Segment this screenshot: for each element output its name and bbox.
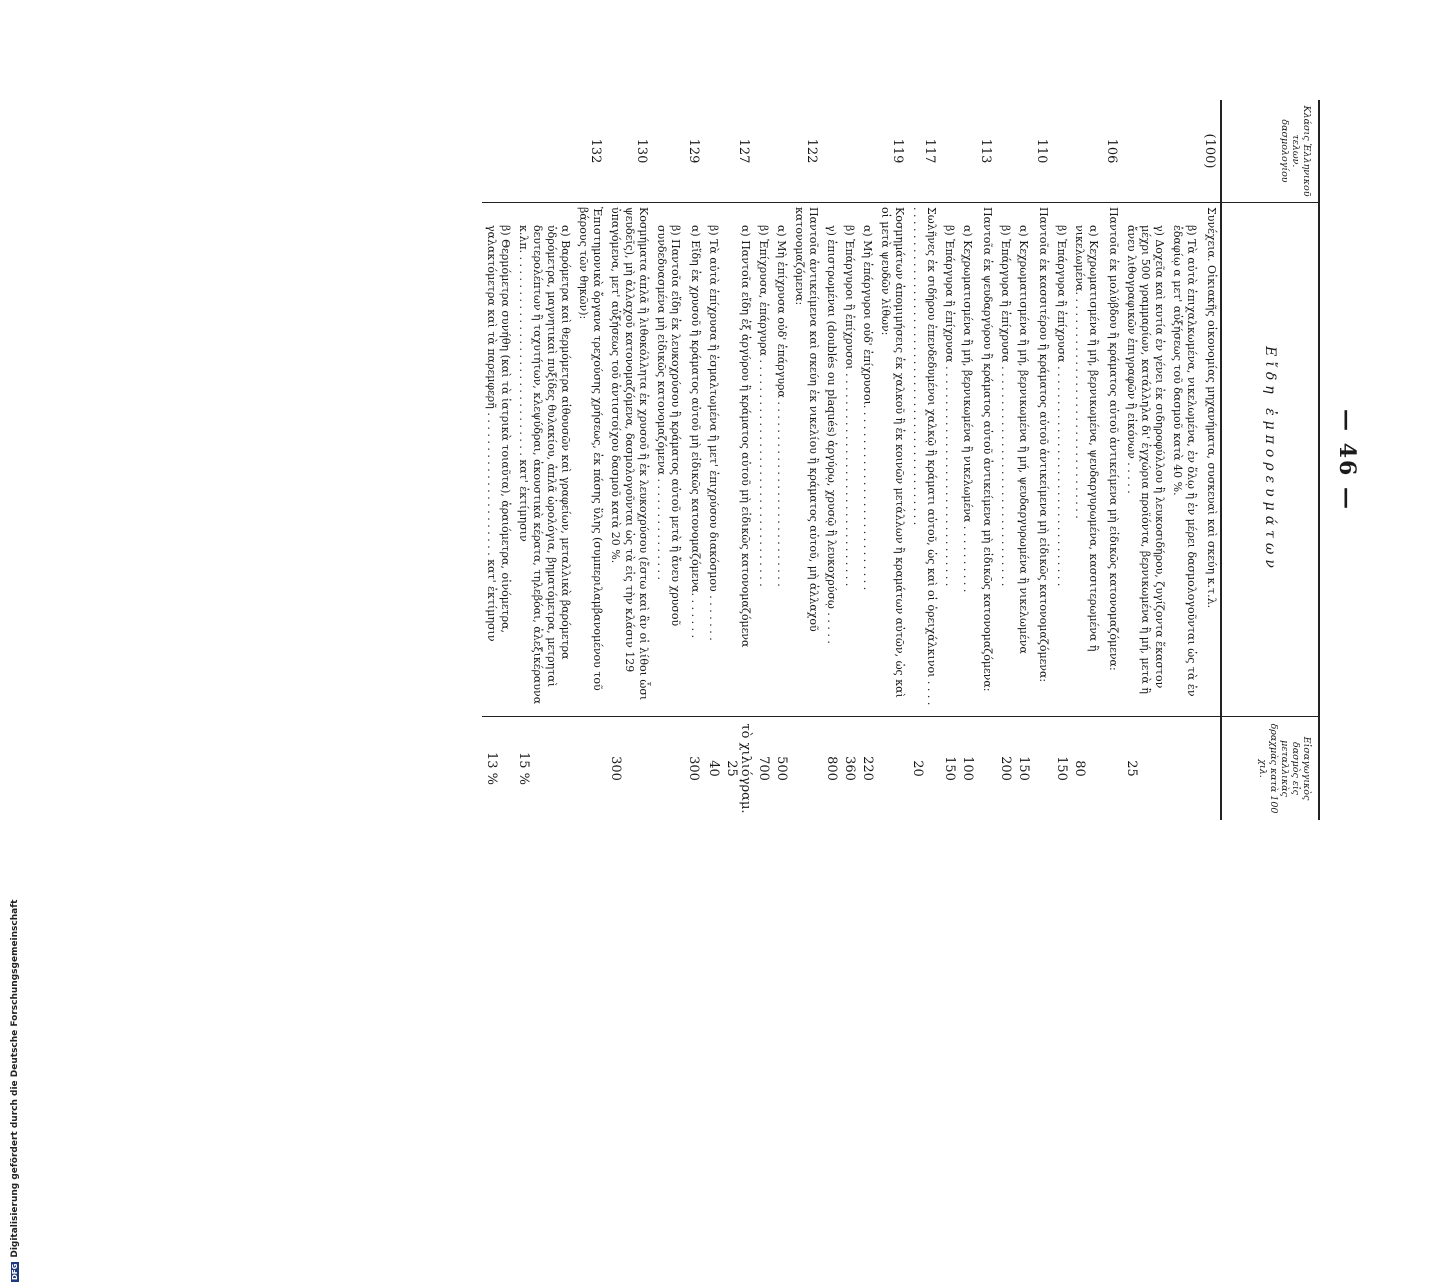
duty-value [790,717,822,821]
class-column-header: Κλάσις Ἑλληνικοῦ τελων. δασμολογίου [1221,100,1319,203]
item-description: α) Βαρόμετρα καὶ θερμόμετρα αἰθουσῶν καὶ γραφείων, μεταλλικὰ βαρόμετρα ὑδρόμετρα, μαγνητικαὶ πυξίδες θυλακίου, ἁπλᾶ ὡρολόγια, βηματόμετρα, μετρηταὶ δευτερολέπτων ἢ ταχυτήτων, κλεψύδραι, ἀκουστικὰ κέρατα, τηλεβόαι, ἀλεξικέραυνα κ.λπ. . . . . . . . . . . . . . . . . . . . . . . . . . . . . . κατ' ἐκτίμησιν [514,203,574,717]
class-number [1168,100,1200,203]
class-number: 130 [606,100,652,203]
class-number: 127 [722,100,754,203]
item-description: α) Κεχρωματισμένα ἢ μή, βερνικωμένα ἢ μή, ψευδαργυρωμένα ἢ νικελωμένα [1014,203,1032,717]
table-row [1168,100,1200,820]
item-description: γ) ἐπιστρωμέναι (doublés ou plaqués) ἀργύρῳ, χρυσῷ ἢ λευκοχρύσῳ . . . . . [822,203,840,717]
duty-value [1200,717,1221,821]
item-description: β) Παντοῖα εἴδη ἐκ λευκοχρύσου ἢ κράματος αὐτοῦ μετὰ ἢ ἄνευ χρυσοῦ συνδεδυασμένα μὴ εἰδικῶς κατονομαζόμενα . . . . . . . . . . . . . . . [652,203,684,717]
duty-value: 100 [960,756,975,781]
table-header-row [1221,100,1319,820]
table-row [976,100,996,820]
item-description: β) Ἐπάργυρα ἢ ἐπίχρυσα . . . . . . . . . . . . . . . . . . . . . . . . . . . . . . . . [996,203,1014,717]
item-description: β) Ἐπάργυροι ἢ ἐπίχρυσοι . . . . . . . . . . . . . . . . . . . . . . . . . . . . . . . [840,203,858,717]
item-description: Ἐπιστημονικὰ ὄργανα τρεχούσης χρήσεως, ἐκ πάσης ὕλης (συμπεριλαμβανομένου τοῦ βάρους τῶν θηκῶν): [574,203,606,717]
page-number: — 46 — [1334,409,1360,511]
class-number: 132 [574,100,606,203]
item-description: Παντοῖα ἐκ κασσιτέρου ἢ κράματος αὐτοῦ ἀντικείμενα μὴ εἰδικῶς κατονομαζόμενα: [1032,203,1052,717]
item-description: Σωλῆνες ἐκ σιδήρου ἐπενδεδυμένοι χαλκῷ ἢ κράματι αὐτοῦ, ὡς καὶ οἱ ὀρειχάλκινοι . . . . . . . . . . . . . . . . . . . . . . . . . . . . . . . . . . . . . . . . . . . . . . . . . . [908,203,940,717]
item-description: β) Τὰ αὐτὰ ἐπιχαλκωμένα, νικελωμένα, ἐν ὅλῳ ἢ ἐν μέρει δασμολογοῦνται ὡς τὰ ἐν ἐδαφίῳ α μετ' αὐξήσεως τοῦ δασμοῦ κατὰ 40 %. [1168,203,1200,717]
duty-value: 300 [608,756,623,781]
duty-value: 300 [686,756,701,781]
duty-value: τὸ χιλιόγραμ. 25 [724,723,753,814]
duty-value [652,717,684,821]
duty-value: 150 [942,756,957,781]
item-description: Συνέχεια. Οἰκιακῆς οἰκονομίας μηχανήματα, συσκευαὶ καὶ σκεύη κ.τ.λ. [1200,203,1221,717]
class-number [704,100,722,203]
class-number [996,100,1014,203]
class-number: (100) [1200,100,1221,203]
duty-value: 360 [842,756,857,781]
table-row [704,100,722,820]
class-number [772,100,790,203]
tariff-table [482,100,1320,820]
duty-value [574,717,606,821]
duty-value [876,717,908,821]
duty-value [1032,717,1052,821]
table-row [996,100,1014,820]
duty-value [1102,717,1122,821]
item-description: Παντοῖα ἐκ μολύβδου ἢ κράματος αὐτοῦ ἀντικείμενα μὴ εἰδικῶς κατονομαζόμενα: [1102,203,1122,717]
class-number [1122,100,1168,203]
table-row [754,100,772,820]
item-description: α) Μὴ ἐπάργυροι οὐδ' ἐπίχρυσοι. . . . . . . . . . . . . . . . . . . . . . . . . . . [858,203,876,717]
table-row [514,100,574,820]
item-description: Κοσμήματα ἁπλᾶ ἢ λιθοκόλλητα ἐκ χρυσοῦ ἢ ἐκ λευκοχρύσου (ἔστω καὶ ἂν οἱ λίθοι ὦσι ψευδεῖς), μὴ ἀλλαχοῦ κατονομαζόμενα, δασμολογοῦνται ὡς τὰ εἰς τὴν κλάσιν 129 ὑπαγόμενα, μετ' αὐξήσεως τοῦ ἀντιστοίχου δασμοῦ κατὰ 20 %. [606,203,652,717]
class-number [840,100,858,203]
table-row [1070,100,1102,820]
duty-value: 13 % [484,751,499,786]
rotated-document-page [140,100,1360,820]
class-number [754,100,772,203]
duty-value: 80 [1072,760,1087,777]
table-row [722,100,754,820]
item-description: α) Μὴ ἐπίχρυσα οὐδ' ἐπάργυρα . . . . . . . . . . . . . . . . . . . . . . . . . . . [772,203,790,717]
class-number: 122 [790,100,822,203]
class-number: 119 [876,100,908,203]
class-number [958,100,976,203]
table-row [876,100,908,820]
table-row [840,100,858,820]
table-row [772,100,790,820]
duty-value [1168,717,1200,821]
table-row [958,100,976,820]
item-description: α) Παντοῖα εἴδη ἐξ ἀργύρου ἢ κράματος αὐτοῦ μὴ εἰδικῶς κατονομαζόμενα [722,203,754,717]
table-row [684,100,704,820]
class-number [1052,100,1070,203]
table-row [822,100,840,820]
table-row [606,100,652,820]
duty-value: 200 [998,756,1013,781]
class-number [514,100,574,203]
duty-value: 150 [1054,756,1069,781]
table-row [1200,100,1221,820]
duty-value [976,717,996,821]
table-row [1014,100,1032,820]
class-number [940,100,958,203]
duty-value: 150 [1016,756,1031,781]
item-description: β) Ἐπάργυρα ἢ ἐπίχρυσα . . . . . . . . . . . . . . . . . . . . . . . . . . . . . . . . [1052,203,1070,717]
item-description: β) Ἐπάργυρα ἢ ἐπίχρυσα . . . . . . . . . . . . . . . . . . . . . . . . . . . . . . . . [940,203,958,717]
class-number: 117 [908,100,940,203]
item-description: Παντοῖα ἀντικείμενα καὶ σκεύη ἐκ νικελίου ἢ κράματος αὐτοῦ, μὴ ἀλλαχοῦ κατονομαζόμενα: [790,203,822,717]
table-row [1122,100,1168,820]
table-row [1032,100,1052,820]
description-column-header: Εἴδη ἐμπορευμάτων [1221,203,1319,717]
duty-value: 800 [824,756,839,781]
item-description: β) Θερμόμετρα συνήθη (καὶ τὰ ἰατρικὰ τοιαῦτα), ἀραιόμετρα, οἰνόμετρα, γαλακτόμετρα καὶ τὰ παρεμφερῆ . . . . . . . . . . . . . . . . . . . . . κατ' ἐκτίμησιν [482,203,514,717]
footer-text: Digitalisierung gefördert durch die Deutsche Forschungsgemeinschaft [10,899,20,1258]
duty-value: 40 [706,760,721,777]
item-description: α) Κεχρωματισμένα ἢ μή, βερνικωμένα ἢ νικελωμένα . . . . . . . . . . [958,203,976,717]
item-description: α) Εἴδη ἐκ χρυσοῦ ἢ κράματος αὐτοῦ μὴ εἰδικῶς κατονομαζόμενα. . . . . . . [684,203,704,717]
table-row [1052,100,1070,820]
class-number [858,100,876,203]
table-row [908,100,940,820]
class-number: 129 [684,100,704,203]
class-number [482,100,514,203]
table-body [482,100,1221,820]
class-number: 106 [1102,100,1122,203]
item-description: Παντοῖα ἐκ ψευδαργύρου ἢ κράματος αὐτοῦ ἀντικείμενα μὴ εἰδικῶς κατονομαζόμενα: [976,203,996,717]
item-description: β) Ἐπίχρυσα, ἐπάργυρα . . . . . . . . . . . . . . . . . . . . . . . . . . . . . . . . . [754,203,772,717]
table-row [574,100,606,820]
duty-value: 500 [774,756,789,781]
duty-value: 15 % [516,751,531,786]
duty-value: 220 [860,756,875,781]
digitization-footer [8,312,22,1282]
class-number [1014,100,1032,203]
table-row [482,100,514,820]
item-description: β) Τὰ αὐτὰ ἐπίχρυσα ἢ ἐσμαλτωμένα ἢ μετ' ἐπιχρύσου διακόσμου . . . . . . . [704,203,722,717]
class-number: 110 [1032,100,1052,203]
duty-value: 700 [756,756,771,781]
class-number [652,100,684,203]
class-number [1070,100,1102,203]
table-row [1102,100,1122,820]
item-description: γ) Δοχεῖα καὶ κυτία ἐν γένει ἐκ σιδηροφύλλου ἢ λευκοσιδήρου, ζυγίζοντα ἕκαστον μέχρι 500 γραμμαρίων, κατάλληλα δι' ἐγχώρια προϊόντα, βερνικωμένα ἢ μή, μετὰ ἢ ἄνευ λιθογραφικῶν ἐπιγραφῶν ἢ εἰκόνων . . . . . [1122,203,1168,717]
table-row [858,100,876,820]
duty-value: 25 [1124,760,1139,777]
table-row [652,100,684,820]
class-number [822,100,840,203]
item-description: α) Κεχρωματισμένα ἢ μή, βερνικωμένα, ψευδαργυρωμένα, κασσιτερωμένα ἢ νικελωμένα. . . . . . . . . . . . . . . . . . . . . . . . . . . . . . . . . [1070,203,1102,717]
duty-column-header: Εἰσαγωγικὸς δασμὸς εἰς μεταλλικὰς δραχμὰς κατὰ 100 χιλ. [1221,717,1319,821]
table-row [790,100,822,820]
class-number: 113 [976,100,996,203]
dfg-logo: DFG [11,1263,19,1280]
table-row [940,100,958,820]
item-description: Κοσμημάτων ἀπομιμήσεις ἐκ χαλκοῦ ἢ ἐκ κοινῶν μετάλλων ἢ κραμάτων αὐτῶν, ὡς καὶ οἱ μετὰ ψευδῶν λίθων: [876,203,908,717]
duty-value: 20 [910,760,925,777]
